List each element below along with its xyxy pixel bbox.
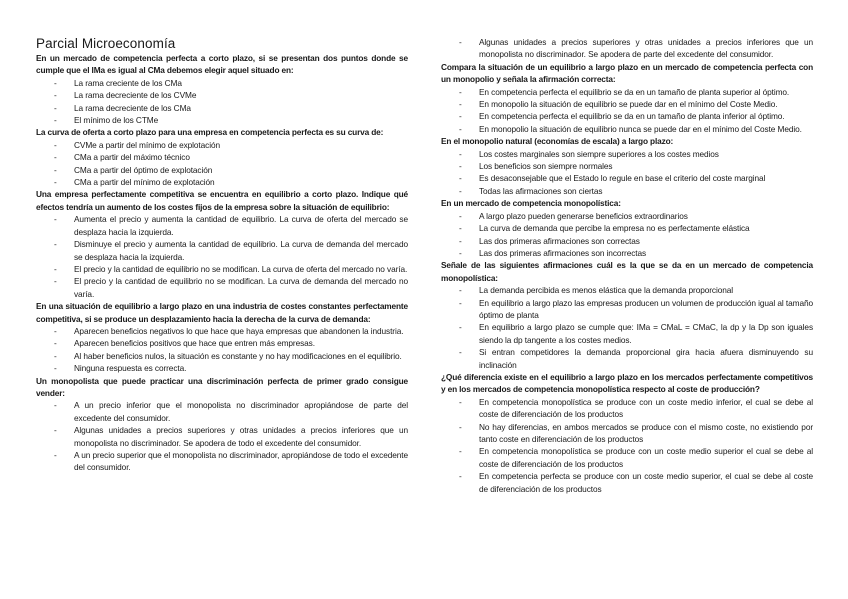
dash-bullet: - bbox=[54, 77, 57, 88]
dash-bullet: - bbox=[54, 152, 57, 163]
answer-option-text: En competencia perfecta se produce con un coste medio superior, el cual se debe al coste de diferenciación de los productos bbox=[479, 471, 813, 494]
answer-option-text: CVMe a partir del mínimo de explotación bbox=[74, 139, 220, 150]
answer-option bbox=[36, 151, 408, 163]
answer-option-text: Disminuye el precio y aumenta la cantidad de equilibrio. La curva de demanda del mercado se desplaza hacia la izquierda. bbox=[74, 239, 408, 262]
dash-bullet: - bbox=[459, 446, 462, 457]
answer-option-text: Aumenta el precio y aumenta la cantidad de equilibrio. La curva de oferta del mercado se desplaza hacia la izquierda. bbox=[74, 214, 408, 237]
answer-option bbox=[36, 362, 408, 374]
answer-option-text: En competencia perfecta el equilibrio se da en un tamaño de planta superior al óptimo. bbox=[479, 86, 790, 97]
answer-option-text: En competencia monopolística se produce con un coste medio inferior, el cual se debe al coste de diferenciación de los productos bbox=[479, 396, 813, 420]
answer-options bbox=[36, 77, 408, 127]
answer-option bbox=[36, 176, 408, 188]
question-text: ¿Qué diferencia existe en el equilibrio a largo plazo en los mercados perfectamente competitivos y en los mercados de competencia monopolística respecto al coste de producción? bbox=[441, 371, 813, 395]
dash-bullet: - bbox=[54, 139, 57, 150]
dash-bullet: - bbox=[459, 235, 462, 246]
answer-option-text: CMa a partir del máximo técnico bbox=[74, 152, 190, 163]
answer-option bbox=[441, 222, 813, 234]
answer-option bbox=[441, 297, 813, 322]
answer-option-text: Si entran competidores la demanda proporcional gira hacia afuera disminuyendo su inclinación bbox=[479, 347, 813, 370]
question-block bbox=[441, 135, 813, 197]
dash-bullet: - bbox=[54, 350, 57, 361]
dash-bullet: - bbox=[54, 325, 57, 336]
answer-option-text: A un precio inferior que el monopolista no discriminador apropiándose de parte del excedente del consumidor. bbox=[74, 400, 408, 423]
answer-option bbox=[36, 449, 408, 474]
answer-option-text: En monopolio la situación de equilibrio se puede dar en el mínimo del Coste Medio. bbox=[479, 99, 778, 110]
answer-option-text: Aparecen beneficios negativos lo que hace que haya empresas que abandonen la industria. bbox=[74, 325, 404, 336]
dash-bullet: - bbox=[54, 164, 57, 175]
answer-option-text: La rama decreciente de los CVMe bbox=[74, 90, 197, 101]
dash-bullet: - bbox=[459, 161, 462, 172]
question-text: En un mercado de competencia monopolística: bbox=[441, 198, 621, 209]
dash-bullet: - bbox=[459, 396, 462, 407]
dash-bullet: - bbox=[459, 123, 462, 134]
answer-option bbox=[36, 350, 408, 362]
answer-options bbox=[36, 213, 408, 300]
answer-option bbox=[441, 98, 813, 110]
answer-option-text: CMa a partir del óptimo de explotación bbox=[74, 164, 213, 175]
answer-option bbox=[36, 89, 408, 101]
answer-option-text: Las dos primeras afirmaciones son correctas bbox=[479, 235, 640, 246]
answer-option bbox=[36, 102, 408, 114]
answer-option-text: Ninguna respuesta es correcta. bbox=[74, 363, 187, 374]
answer-option bbox=[441, 160, 813, 172]
answer-option-text: El precio y la cantidad de equilibrio no se modifican. La curva de oferta del mercado no varía. bbox=[74, 263, 408, 274]
question-block bbox=[441, 259, 813, 371]
answer-option bbox=[36, 77, 408, 89]
dash-bullet: - bbox=[54, 263, 57, 274]
answer-option-text: Algunas unidades a precios superiores y otras unidades a precios inferiores que un monopolista no discriminador. Se apodera de todo el excedente del consumidor. bbox=[74, 425, 408, 448]
question-text: Un monopolista que puede practicar una discriminación perfecta de primer grado consigue vender: bbox=[36, 375, 408, 398]
answer-option-text: El precio y la cantidad de equilibrio no se modifican. La curva de demanda del mercado no varía. bbox=[74, 276, 408, 299]
dash-bullet: - bbox=[459, 285, 462, 296]
answer-options bbox=[441, 148, 813, 198]
left-column bbox=[36, 36, 408, 474]
dash-bullet: - bbox=[54, 450, 57, 460]
answer-option bbox=[36, 399, 408, 424]
answer-option bbox=[441, 346, 813, 371]
dash-bullet: - bbox=[459, 247, 462, 258]
answer-option bbox=[36, 114, 408, 126]
dash-bullet: - bbox=[54, 338, 57, 349]
answer-option bbox=[441, 235, 813, 247]
answer-option bbox=[36, 275, 408, 300]
continued-option-list bbox=[441, 36, 813, 61]
question-text: Una empresa perfectamente competitiva se encuentra en equilibrio a corto plazo. Indique qué efectos tendría un aumento de los costes fijos de la empresa sobre la situación de equilibrio: bbox=[36, 189, 408, 212]
answer-option-text: La rama creciente de los CMa bbox=[74, 77, 182, 88]
answer-option bbox=[441, 123, 813, 135]
answer-option bbox=[441, 185, 813, 197]
answer-option-text: Algunas unidades a precios superiores y otras unidades a precios inferiores que un monopolista no discriminador. Se apodera de parte del excedente del consumidor. bbox=[479, 37, 813, 60]
answer-option-text: Al haber beneficios nulos, la situación es constante y no hay modificaciones en el equilibrio. bbox=[74, 350, 402, 361]
dash-bullet: - bbox=[54, 425, 57, 436]
dash-bullet: - bbox=[459, 37, 462, 47]
dash-bullet: - bbox=[459, 185, 462, 196]
dash-bullet: - bbox=[54, 102, 57, 113]
answer-option-text: No hay diferencias, en ambos mercados se produce con el mismo coste, no existiendo por tanto coste en diferenciación de los productos bbox=[479, 421, 813, 444]
question-block bbox=[36, 300, 408, 374]
answer-option bbox=[441, 284, 813, 296]
question-text: En una situación de equilibrio a largo plazo en una industria de costes constantes perfectamente competitiva, si se produce un desplazamiento hacia la derecha de la curva de demanda: bbox=[36, 301, 408, 324]
answer-option bbox=[441, 421, 813, 446]
dash-bullet: - bbox=[54, 400, 57, 411]
question-block bbox=[36, 126, 408, 188]
answer-option bbox=[441, 445, 813, 470]
question-block bbox=[36, 375, 408, 474]
answer-option-text: A largo plazo pueden generarse beneficios extraordinarios bbox=[479, 210, 688, 221]
answer-option-text: Todas las afirmaciones son ciertas bbox=[479, 185, 603, 196]
answer-option bbox=[441, 172, 813, 184]
answer-options bbox=[36, 325, 408, 375]
answer-options bbox=[441, 86, 813, 136]
answer-options bbox=[441, 284, 813, 371]
left-question-list bbox=[36, 52, 408, 474]
answer-option-text: En equilibrio a largo plazo las empresas producen un volumen de producción igual al tamaño óptimo de planta bbox=[479, 297, 813, 320]
answer-option bbox=[36, 213, 408, 238]
question-text: En un mercado de competencia perfecta a corto plazo, si se presentan dos puntos donde se cumple que el IMa es igual al CMa debemos elegir aquel situado en: bbox=[36, 53, 408, 76]
question-block bbox=[36, 188, 408, 300]
dash-bullet: - bbox=[459, 223, 462, 234]
dash-bullet: - bbox=[459, 322, 462, 333]
answer-options bbox=[36, 399, 408, 473]
answer-option bbox=[441, 470, 813, 495]
question-block bbox=[36, 52, 408, 126]
answer-option bbox=[441, 110, 813, 122]
answer-option-text: Los costes marginales son siempre superiores a los costes medios bbox=[479, 148, 719, 159]
answer-option-text: En equilibrio a largo plazo se cumple que: IMa = CMaL = CMaC, la dp y la Dp son iguales siendo la dp tangente a los costes medios. bbox=[479, 322, 813, 345]
dash-bullet: - bbox=[459, 471, 462, 482]
dash-bullet: - bbox=[459, 297, 462, 308]
answer-option-text: CMa a partir del mínimo de explotación bbox=[74, 177, 215, 188]
dash-bullet: - bbox=[459, 173, 462, 184]
right-question-list bbox=[441, 61, 813, 495]
answer-option bbox=[36, 164, 408, 176]
answer-option bbox=[36, 325, 408, 337]
answer-option bbox=[441, 321, 813, 346]
answer-option bbox=[36, 139, 408, 151]
answer-option bbox=[36, 238, 408, 263]
question-text: Compara la situación de un equilibrio a largo plazo en un mercado de competencia perfecta con un monopolio y señala la afirmación correcta: bbox=[441, 61, 813, 85]
page-title: Parcial Microeconomía bbox=[36, 36, 176, 51]
question-text: Señale de las siguientes afirmaciones cuál es la que se da en un mercado de competencia monopolística: bbox=[441, 260, 813, 283]
dash-bullet: - bbox=[54, 276, 57, 287]
answer-option bbox=[36, 263, 408, 275]
dash-bullet: - bbox=[459, 86, 462, 97]
right-column bbox=[441, 36, 813, 495]
dash-bullet: - bbox=[459, 421, 462, 432]
answer-options bbox=[36, 139, 408, 189]
answer-options bbox=[441, 210, 813, 260]
answer-option-text: En monopolio la situación de equilibrio nunca se puede dar en el mínimo del Coste Medio. bbox=[479, 123, 802, 134]
answer-option-text: En competencia monopolística se produce con un coste medio superior el cual se debe al coste de diferenciación de los productos bbox=[479, 446, 813, 469]
dash-bullet: - bbox=[459, 148, 462, 159]
dash-bullet: - bbox=[54, 90, 57, 101]
answer-options bbox=[441, 396, 813, 495]
answer-option-text: En competencia perfecta el equilibrio se da en un tamaño de planta inferior al óptimo. bbox=[479, 111, 785, 122]
dash-bullet: - bbox=[459, 210, 462, 221]
answer-option-text: Es desaconsejable que el Estado lo regule en base el criterio del coste marginal bbox=[479, 173, 766, 184]
question-text: La curva de oferta a corto plazo para una empresa en competencia perfecta es su curva de: bbox=[36, 127, 384, 138]
answer-option-text: La rama decreciente de los CMa bbox=[74, 102, 191, 113]
dash-bullet: - bbox=[54, 115, 57, 126]
answer-option-text: A un precio superior que el monopolista no discriminador, apropiándose de todo el excedente del consumidor. bbox=[74, 450, 408, 473]
answer-option bbox=[36, 424, 408, 449]
answer-option bbox=[441, 396, 813, 421]
answer-option-text: Aparecen beneficios positivos que hace que entren más empresas. bbox=[74, 338, 315, 349]
question-block bbox=[441, 197, 813, 259]
answer-option bbox=[441, 86, 813, 98]
answer-option bbox=[441, 36, 813, 61]
dash-bullet: - bbox=[54, 214, 57, 225]
answer-option-text: La demanda percibida es menos elástica que la demanda proporcional bbox=[479, 285, 733, 296]
dash-bullet: - bbox=[54, 239, 57, 250]
question-block bbox=[441, 61, 813, 135]
dash-bullet: - bbox=[459, 111, 462, 122]
dash-bullet: - bbox=[459, 347, 462, 358]
answer-option bbox=[36, 337, 408, 349]
dash-bullet: - bbox=[459, 99, 462, 110]
answer-option bbox=[441, 148, 813, 160]
answer-option-text: Las dos primeras afirmaciones son incorrectas bbox=[479, 247, 647, 258]
question-block bbox=[441, 371, 813, 495]
dash-bullet: - bbox=[54, 177, 57, 188]
answer-option bbox=[441, 210, 813, 222]
question-text: En el monopolio natural (economías de escala) a largo plazo: bbox=[441, 136, 674, 147]
answer-option-text: El mínimo de los CTMe bbox=[74, 115, 159, 126]
answer-option-text: La curva de demanda que percibe la empresa no es perfectamente elástica bbox=[479, 223, 750, 234]
answer-option bbox=[441, 247, 813, 259]
answer-option-text: Los beneficios son siempre normales bbox=[479, 161, 613, 172]
dash-bullet: - bbox=[54, 363, 57, 374]
